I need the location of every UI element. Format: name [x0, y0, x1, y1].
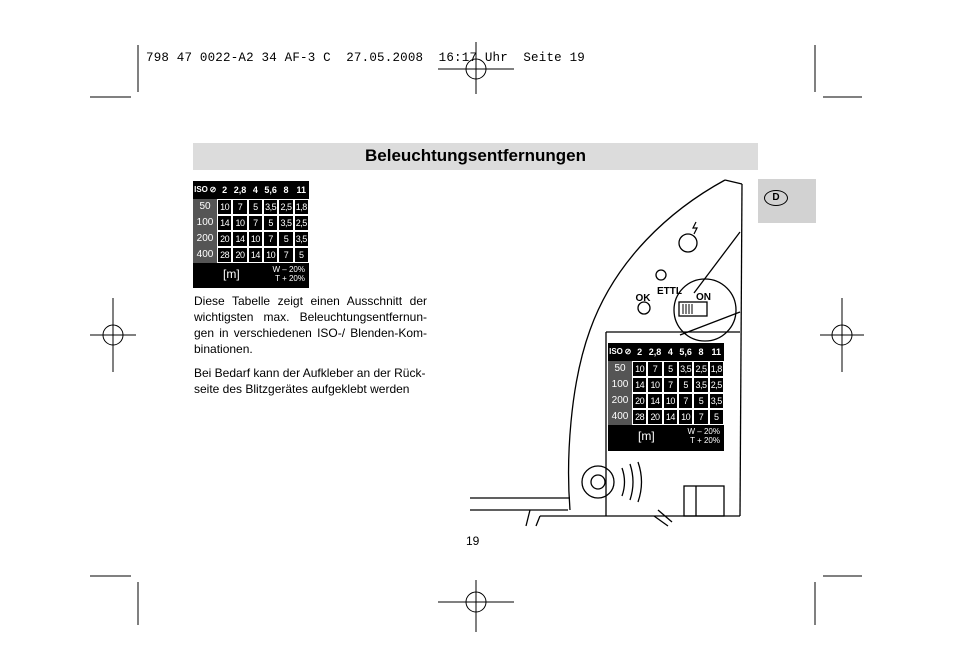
aperture-header: 8: [283, 185, 289, 195]
distance-value: 10: [217, 199, 232, 215]
aperture-icon: ⊘: [624, 347, 632, 356]
ok-label: OK: [635, 293, 651, 304]
distance-value: 2,5: [693, 361, 708, 377]
iso-label: ISO: [194, 185, 208, 194]
tele-note: T + 20%: [275, 274, 305, 283]
sticker-note-paragraph: Bei Bedarf kann der Aufkleber an der Rück-seite des Blitzgerätes aufgeklebt werden: [194, 366, 426, 396]
aperture-icon: ⊘: [209, 185, 217, 194]
on-label: ON: [696, 292, 711, 303]
distance-value: 5: [663, 361, 678, 377]
aperture-header: 2: [222, 185, 228, 195]
distance-value: 7: [693, 409, 708, 425]
iso-value: 50: [608, 361, 632, 377]
table-row: [608, 361, 724, 377]
distance-value: 10: [263, 247, 278, 263]
distance-value: 3,5: [294, 231, 309, 247]
table-row: [193, 199, 309, 215]
distance-value: 5: [294, 247, 309, 263]
distance-value: 2,5: [278, 199, 293, 215]
table-header-row: [608, 343, 724, 361]
aperture-header: 5,6: [679, 347, 692, 357]
distance-value: 5: [248, 199, 263, 215]
distance-value: 10: [632, 361, 647, 377]
page-number: 19: [466, 534, 480, 548]
aperture-header: 4: [252, 185, 258, 195]
print-header: 798 47 0022-A2 34 AF-3 C 27.05.2008 16:17 Uhr Seite 19: [146, 51, 585, 65]
table-row: [608, 409, 724, 425]
distance-value: 14: [217, 215, 232, 231]
distance-value: 14: [632, 377, 647, 393]
distance-table: [193, 181, 309, 288]
iso-value: 50: [193, 199, 217, 215]
distance-value: 20: [217, 231, 232, 247]
aperture-header: 11: [296, 185, 307, 195]
table-row: [608, 393, 724, 409]
unit-label: [m]: [223, 267, 240, 281]
distance-value: 10: [232, 215, 247, 231]
aperture-header: 5,6: [264, 185, 277, 195]
distance-value: 10: [663, 393, 678, 409]
iso-value: 100: [608, 377, 632, 393]
distance-value: 7: [263, 231, 278, 247]
description-paragraph: Diese Tabelle zeigt einen Ausschnitt der wichtigsten max. Beleuchtungsentfernun-gen in verschiedenen ISO-/ Blenden-Kom-binationen.: [194, 294, 427, 356]
distance-value: 3,5: [263, 199, 278, 215]
table-row: [193, 215, 309, 231]
distance-value: 1,8: [294, 199, 309, 215]
distance-value: 20: [632, 393, 647, 409]
aperture-header: 2: [637, 347, 643, 357]
distance-value: 5: [693, 393, 708, 409]
distance-value: 20: [647, 409, 662, 425]
distance-value: 28: [217, 247, 232, 263]
wide-note: W – 20%: [687, 427, 720, 436]
distance-value: 20: [232, 247, 247, 263]
distance-value: 1,8: [709, 361, 724, 377]
distance-value: 14: [232, 231, 247, 247]
unit-label: [m]: [638, 429, 655, 443]
tele-note: T + 20%: [690, 436, 720, 445]
table-row: [193, 231, 309, 247]
title-bar: [193, 143, 758, 170]
distance-value: 3,5: [278, 215, 293, 231]
distance-value: 7: [278, 247, 293, 263]
wide-note: W – 20%: [272, 265, 305, 274]
distance-value: 5: [263, 215, 278, 231]
iso-label: ISO: [609, 347, 623, 356]
distance-value: 7: [248, 215, 263, 231]
distance-value: 7: [647, 361, 662, 377]
distance-value: 10: [248, 231, 263, 247]
language-tab: [758, 179, 816, 223]
distance-value: 5: [709, 409, 724, 425]
distance-value: 2,5: [294, 215, 309, 231]
distance-value: 7: [678, 393, 693, 409]
table-row: [193, 247, 309, 263]
ettl-label: ETTL: [657, 286, 682, 297]
distance-value: 3,5: [678, 361, 693, 377]
table-footer: [608, 425, 724, 451]
distance-value: 7: [663, 377, 678, 393]
distance-value: 5: [278, 231, 293, 247]
aperture-header: 2,8: [233, 185, 247, 195]
distance-value: 7: [232, 199, 247, 215]
iso-value: 400: [608, 409, 632, 425]
table-row: [608, 377, 724, 393]
distance-value: 10: [647, 377, 662, 393]
iso-value: 200: [608, 393, 632, 409]
distance-value: 3,5: [709, 393, 724, 409]
aperture-header: 2,8: [648, 347, 662, 357]
iso-value: 100: [193, 215, 217, 231]
aperture-header: 8: [698, 347, 704, 357]
distance-value: 10: [678, 409, 693, 425]
distance-value: 5: [678, 377, 693, 393]
distance-value: 14: [647, 393, 662, 409]
device-sticker-table: [608, 343, 724, 451]
distance-value: 14: [663, 409, 678, 425]
aperture-header: 11: [711, 347, 722, 357]
distance-value: 3,5: [693, 377, 708, 393]
distance-value: 28: [632, 409, 647, 425]
table-footer: [193, 263, 309, 288]
distance-value: 14: [248, 247, 263, 263]
table-header-row: [193, 181, 309, 199]
distance-value: 2,5: [709, 377, 724, 393]
aperture-header: 4: [667, 347, 673, 357]
language-tab-label: D: [764, 190, 788, 206]
page-title: Beleuchtungsentfernungen: [364, 146, 586, 165]
iso-value: 400: [193, 247, 217, 263]
iso-value: 200: [193, 231, 217, 247]
